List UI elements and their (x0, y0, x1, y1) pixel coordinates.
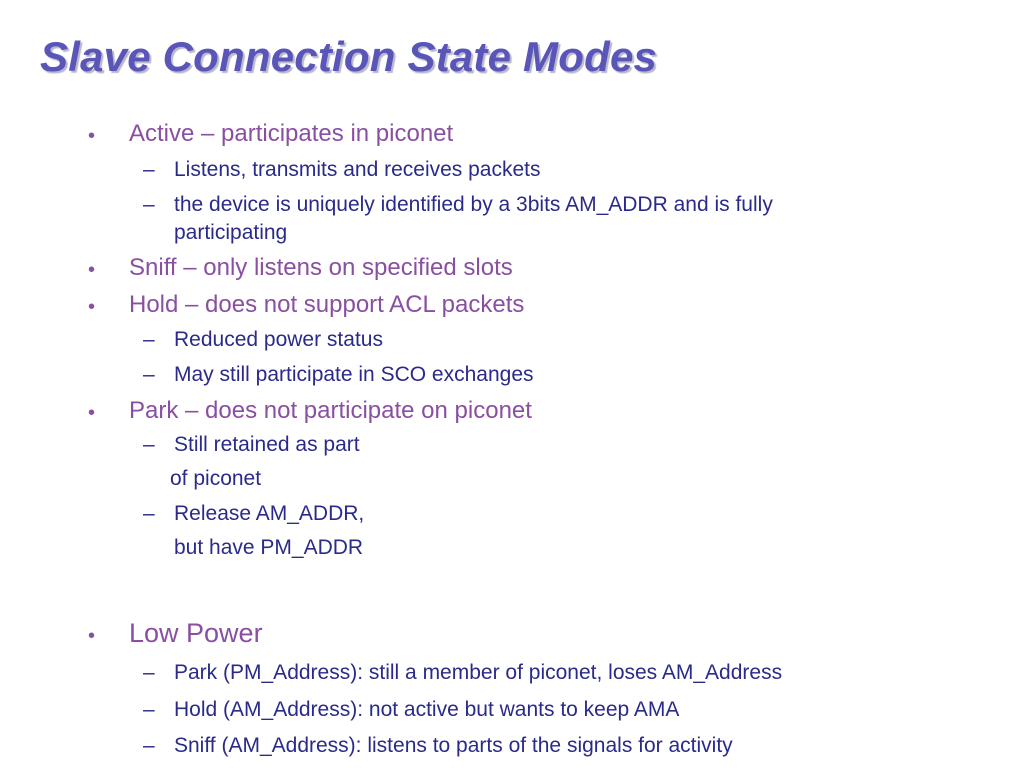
bullet-marker: • (88, 259, 96, 281)
dash-marker: – (143, 502, 155, 525)
sub-bullet-release-cont: but have PM_ADDR (174, 536, 364, 559)
bullet-active: Active – participates in piconet (129, 120, 454, 147)
dash-marker: – (143, 363, 155, 386)
bullet-marker: • (88, 125, 96, 147)
sub-bullet-uniquely-identified-cont: participating (174, 221, 288, 244)
dash-marker: – (143, 193, 155, 216)
sub-bullet-hold-am: Hold (AM_Address): not active but wants to keep AMA (174, 698, 680, 721)
bullet-hold: Hold – does not support ACL packets (129, 291, 525, 318)
sub-bullet-sniff-am: Sniff (AM_Address): listens to parts of the signals for activity (174, 734, 733, 757)
dash-marker: – (143, 158, 155, 181)
dash-marker: – (143, 698, 155, 721)
sub-bullet-listens: Listens, transmits and receives packets (174, 158, 541, 181)
dash-marker: – (143, 328, 155, 351)
sub-bullet-release: Release AM_ADDR, (174, 502, 365, 525)
sub-bullet-sco: May still participate in SCO exchanges (174, 363, 534, 386)
dash-marker: – (143, 433, 155, 456)
sub-bullet-retained: Still retained as part (174, 433, 360, 456)
dash-marker: – (143, 734, 155, 757)
dash-marker: – (143, 661, 155, 684)
sub-bullet-retained-cont: of piconet (170, 467, 262, 490)
bullet-sniff: Sniff – only listens on specified slots (129, 254, 513, 281)
sub-bullet-park-pm: Park (PM_Address): still a member of piconet, loses AM_Address (174, 661, 783, 684)
bullet-marker: • (88, 625, 96, 647)
sub-bullet-reduced-power: Reduced power status (174, 328, 383, 351)
bullet-marker: • (88, 296, 96, 318)
bullet-low-power: Low Power (129, 618, 263, 648)
sub-bullet-uniquely-identified: the device is uniquely identified by a 3bits AM_ADDR and is fully (174, 193, 773, 216)
slide-title: Slave Connection State Modes (40, 33, 658, 80)
bullet-marker: • (88, 402, 96, 424)
bullet-park: Park – does not participate on piconet (129, 397, 532, 424)
